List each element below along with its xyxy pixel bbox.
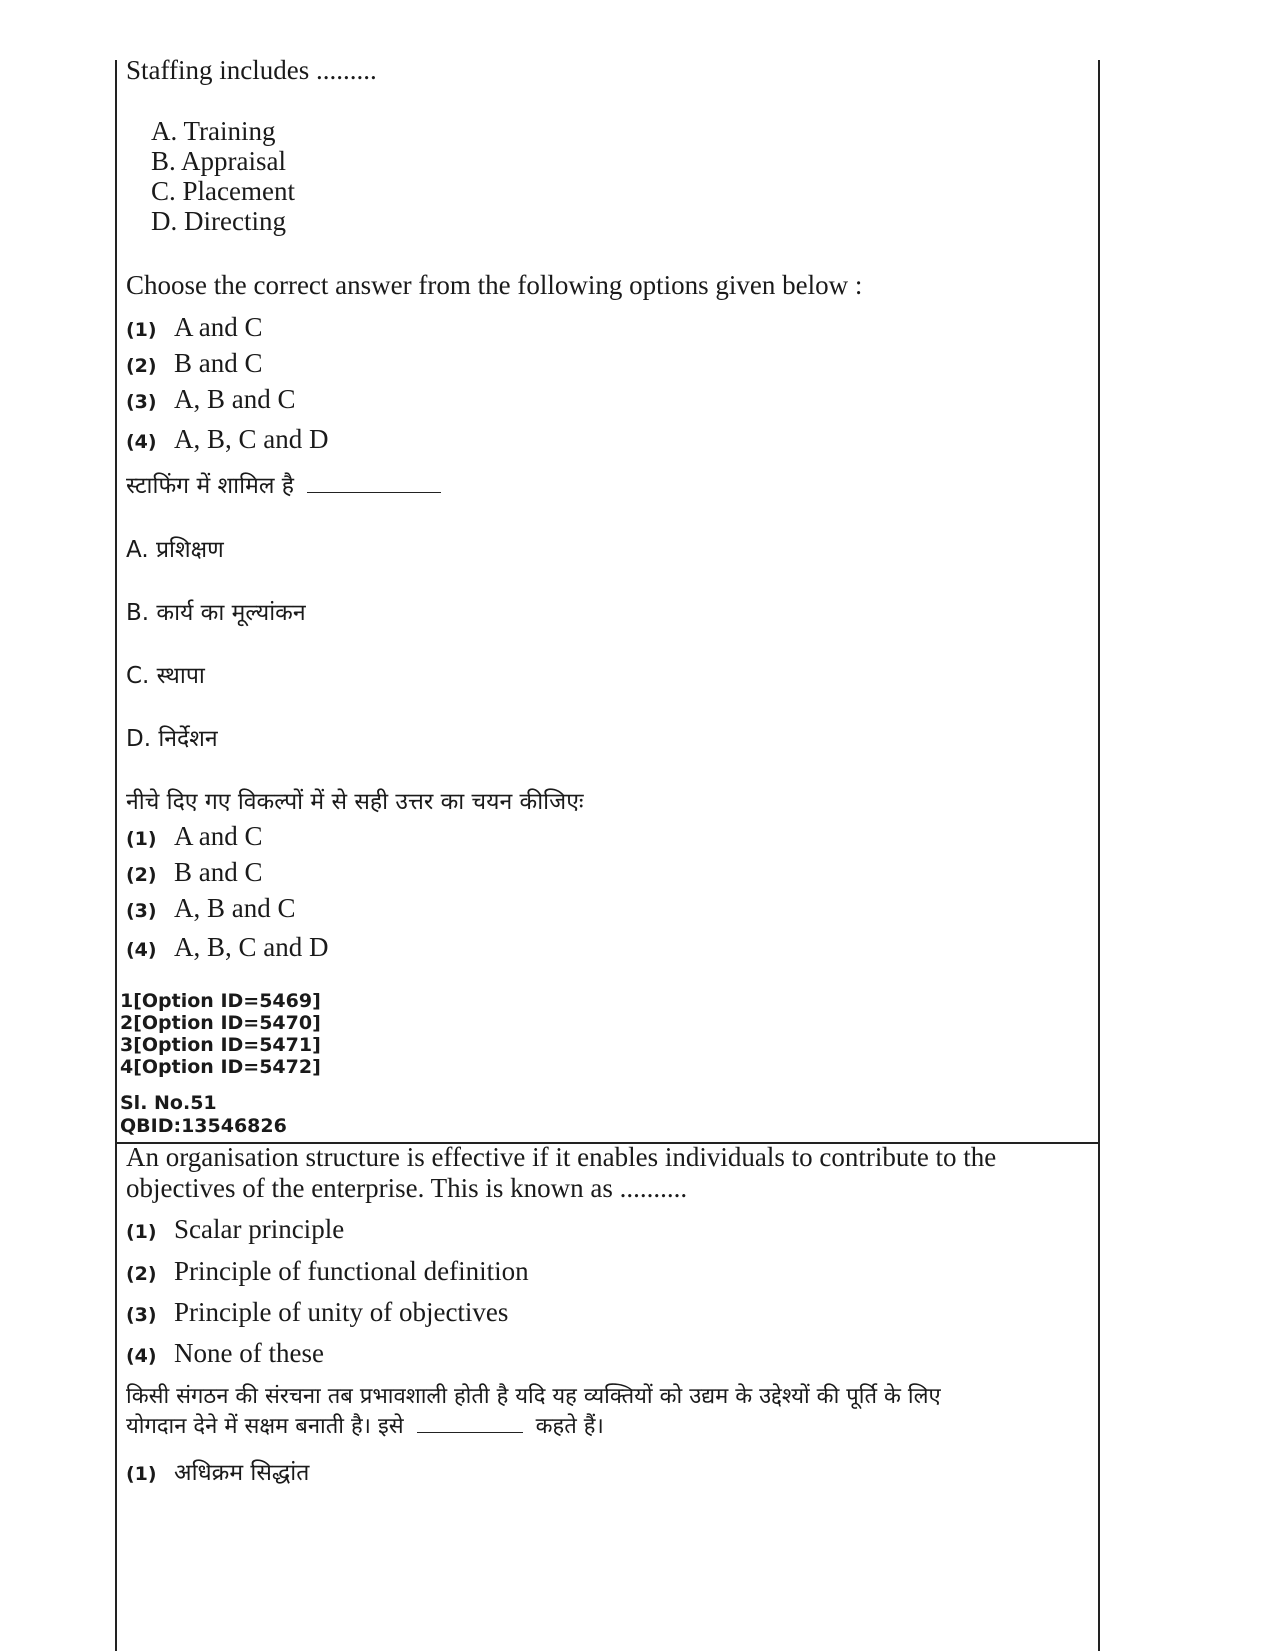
option-text: B and C <box>174 857 263 887</box>
option-text: A, B and C <box>174 384 296 414</box>
option-id-4: 4[Option ID=5472] <box>120 1056 321 1078</box>
serial-number: Sl. No.51 <box>120 1092 217 1114</box>
q50-item-en-d: D. Directing <box>151 206 286 236</box>
option-number: (1) <box>126 319 157 341</box>
q51-stem-hi-line2 <box>126 1410 604 1440</box>
q51-stem-en-line2: objectives of the enterprise. This is known as .......... <box>126 1173 688 1203</box>
option-text: अधिक्रम सिद्धांत <box>174 1460 310 1486</box>
option-text: A, B, C and D <box>174 932 329 962</box>
q50-stem-hi <box>126 468 441 500</box>
q50-option-en-1 <box>126 312 263 343</box>
q51-option-en-1 <box>126 1214 344 1245</box>
option-number: (2) <box>126 864 157 886</box>
option-number: (3) <box>126 391 157 413</box>
option-id-1: 1[Option ID=5469] <box>120 990 321 1012</box>
stem-text: योगदान देने में सक्षम बनाती है। इसे <box>126 1414 404 1439</box>
option-text: A and C <box>174 312 263 342</box>
q50-option-hi-3 <box>126 893 296 924</box>
q50-choose-en: Choose the correct answer from the following options given below : <box>126 270 863 300</box>
stem-text: कहते हैं। <box>535 1414 604 1439</box>
q51-option-en-4 <box>126 1338 324 1369</box>
q50-option-en-2 <box>126 348 263 379</box>
q50-choose-hi: नीचे दिए गए विकल्पों में से सही उत्तर का चयन कीजिएः <box>126 789 584 815</box>
stem-text: स्टाफिंग में शामिल है <box>126 473 294 499</box>
option-text: None of these <box>174 1338 324 1368</box>
option-text: Principle of functional definition <box>174 1256 529 1286</box>
option-text: B and C <box>174 348 263 378</box>
q50-stem-en: Staffing includes ......... <box>126 55 377 85</box>
q51-stem-hi-line1: किसी संगठन की संरचना तब प्रभावशाली होती है यदि यह व्यक्तियों को उद्यम के उद्देश्यों की पूर्ति के लिए <box>126 1384 941 1409</box>
option-text: Principle of unity of objectives <box>174 1297 509 1327</box>
option-text: Scalar principle <box>174 1214 345 1244</box>
option-id-2: 2[Option ID=5470] <box>120 1012 321 1034</box>
q50-item-hi-a: A. प्रशिक्षण <box>126 537 224 563</box>
option-number: (4) <box>126 431 157 453</box>
q51-option-hi-1 <box>126 1455 309 1487</box>
option-id-3: 3[Option ID=5471] <box>120 1034 321 1056</box>
q50-option-en-4 <box>126 424 329 455</box>
q50-item-hi-b: B. कार्य का मूल्यांकन <box>126 600 306 626</box>
option-number: (4) <box>126 1345 157 1367</box>
q50-item-hi-d: D. निर्देशन <box>126 726 218 752</box>
q50-option-hi-4 <box>126 932 329 963</box>
option-number: (2) <box>126 355 157 377</box>
q50-item-en-a: A. Training <box>151 116 276 146</box>
answer-blank <box>417 1431 523 1433</box>
q51-option-en-3 <box>126 1297 508 1328</box>
option-number: (3) <box>126 900 157 922</box>
option-text: A and C <box>174 821 263 851</box>
q50-option-en-3 <box>126 384 296 415</box>
option-number: (4) <box>126 939 157 961</box>
option-number: (1) <box>126 828 157 850</box>
q50-option-hi-2 <box>126 857 263 888</box>
q51-stem-en-line1: An organisation structure is effective if it enables individuals to contribute to the <box>126 1142 997 1172</box>
q50-item-en-c: C. Placement <box>151 176 295 206</box>
option-number: (2) <box>126 1263 157 1285</box>
q50-option-hi-1 <box>126 821 263 852</box>
option-number: (1) <box>126 1221 157 1243</box>
qbid: QBID:13546826 <box>120 1115 287 1137</box>
q50-item-hi-c: C. स्थापा <box>126 663 205 689</box>
q51-option-en-2 <box>126 1256 529 1287</box>
option-number: (3) <box>126 1304 157 1326</box>
option-number: (1) <box>126 1463 157 1485</box>
option-text: A, B and C <box>174 893 296 923</box>
q50-item-en-b: B. Appraisal <box>151 146 286 176</box>
option-text: A, B, C and D <box>174 424 329 454</box>
answer-blank <box>307 491 441 493</box>
